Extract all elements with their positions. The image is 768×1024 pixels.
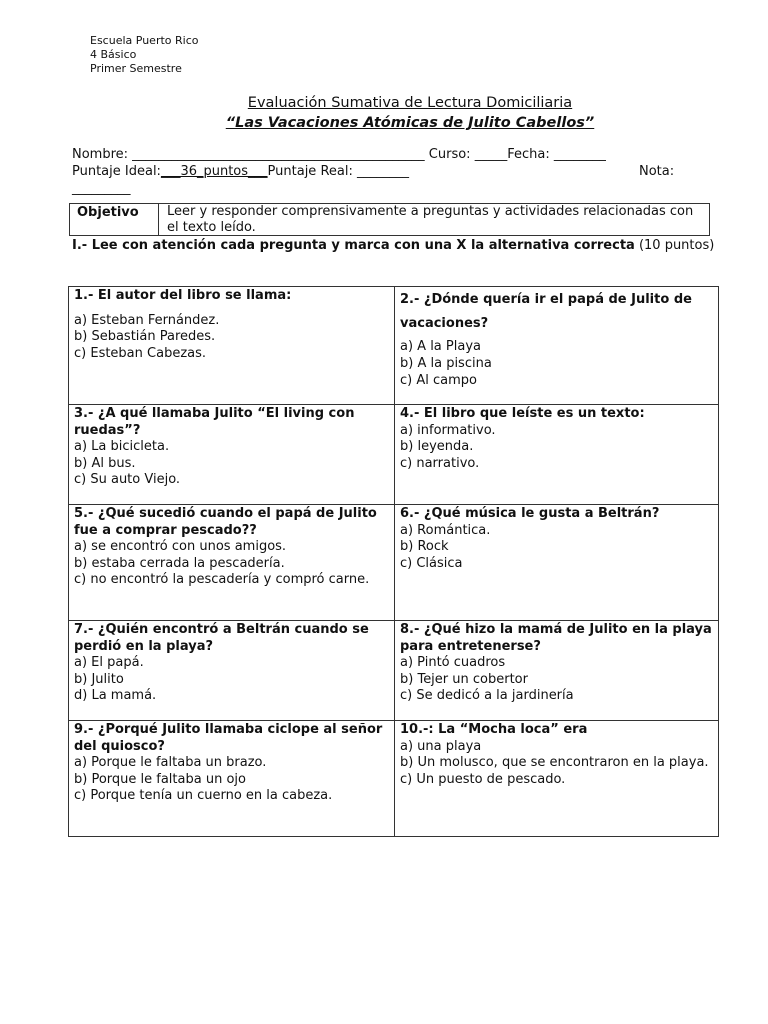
questions-table: [68, 286, 719, 837]
option: a) A la Playa: [400, 339, 481, 354]
question-text: 3.- ¿A qué llamaba Julito “El living con ruedas”?: [74, 406, 355, 438]
question-cell: [69, 287, 395, 405]
instructions: [72, 238, 722, 254]
question-text: 7.- ¿Quién encontró a Beltrán cuando se perdió en la playa?: [74, 622, 369, 654]
name-course-date-line: Nombre: _____________________________________________ Curso: _____Fecha: ________: [72, 147, 606, 162]
document-title: [0, 93, 768, 133]
question-text: 10.-: La “Mocha loca” era: [400, 722, 588, 737]
question-cell: [395, 287, 718, 405]
question-cell: [395, 721, 718, 836]
nota-line: _________: [72, 181, 131, 196]
option: a) El papá.: [74, 655, 144, 670]
option: b) Un molusco, que se encontraron en la playa.: [400, 755, 709, 770]
puntaje-ideal-label: Puntaje Ideal:: [72, 164, 161, 179]
question-text: 1.- El autor del libro se llama:: [74, 288, 292, 303]
option: a) informativo.: [400, 422, 496, 438]
nota-label: Nota:: [639, 164, 675, 179]
option: b) estaba cerrada la pescadería.: [74, 555, 285, 571]
objective-text: Leer y responder comprensivamente a preguntas y actividades relacionadas con el texto leído.: [167, 204, 694, 235]
option: b) Porque le faltaba un ojo: [74, 771, 246, 787]
objective-table: [69, 203, 710, 236]
instructions-points: (10 puntos): [634, 238, 715, 253]
option: b) Rock: [400, 539, 449, 554]
question-text: 2.- ¿Dónde quería ir el papá de Julito de vacaciones?: [400, 292, 692, 331]
question-cell: [395, 621, 718, 721]
option: b) Tejer un cobertor: [400, 671, 528, 687]
option: c) Porque tenía un cuerno en la cabeza.: [74, 788, 333, 803]
option: a) La bicicleta.: [74, 439, 170, 454]
question-cell: [69, 621, 395, 721]
option: b) Julito: [74, 671, 124, 687]
option: b) leyenda.: [400, 439, 474, 454]
option: b) A la piscina: [400, 356, 492, 371]
option: c) Un puesto de pescado.: [400, 771, 566, 787]
option: a) se encontró con unos amigos.: [74, 539, 287, 554]
option: c) Su auto Viejo.: [74, 472, 181, 487]
question-text: 8.- ¿Qué hizo la mamá de Julito en la playa para entretenerse?: [400, 622, 712, 654]
question-text: 4.- El libro que leíste es un texto:: [400, 406, 645, 421]
question-cell: [395, 405, 718, 505]
puntaje-real: Puntaje Real: ________: [267, 164, 409, 179]
question-text: 9.- ¿Porqué Julito llamaba ciclope al señor del quiosco?: [74, 722, 383, 754]
option: a) Pintó cuadros: [400, 655, 506, 670]
option: c) narrativo.: [400, 455, 480, 471]
title-line-1: Evaluación Sumativa de Lectura Domiciliaria: [247, 95, 573, 111]
option: c) Se dedicó a la jardinería: [400, 688, 574, 703]
question-cell: [395, 505, 718, 621]
puntaje-ideal-value: ___36_puntos___: [160, 164, 268, 179]
option: a) Romántica.: [400, 522, 491, 538]
question-cell: [69, 405, 395, 505]
question-cell: [69, 721, 395, 836]
option: c) Clásica: [400, 555, 463, 571]
school-info: [90, 34, 198, 76]
school-name: Escuela Puerto Rico: [90, 34, 199, 47]
objective-label: Objetivo: [70, 204, 159, 235]
option: d) La mamá.: [74, 688, 157, 703]
question-cell: [69, 505, 395, 621]
option: b) Al bus.: [74, 455, 136, 471]
question-text: 6.- ¿Qué música le gusta a Beltrán?: [400, 506, 660, 521]
question-text: 5.- ¿Qué sucedió cuando el papá de Julito fue a comprar pescado??: [74, 506, 377, 538]
title-line-2: “Las Vacaciones Atómicas de Julito Cabellos”: [225, 115, 595, 131]
option: c) no encontró la pescadería y compró carne.: [74, 572, 370, 587]
option: b) Sebastián Paredes.: [74, 329, 216, 344]
option: c) Esteban Cabezas.: [74, 345, 207, 361]
option: c) Al campo: [400, 373, 477, 388]
option: a) una playa: [400, 738, 482, 754]
option: a) Esteban Fernández.: [74, 312, 220, 328]
score-line: [72, 163, 409, 180]
grade: 4 Básico: [90, 48, 137, 61]
semester: Primer Semestre: [90, 62, 182, 75]
instructions-main: I.- Lee con atención cada pregunta y marca con una X la alternativa correcta: [72, 238, 635, 253]
option: a) Porque le faltaba un brazo.: [74, 755, 267, 770]
